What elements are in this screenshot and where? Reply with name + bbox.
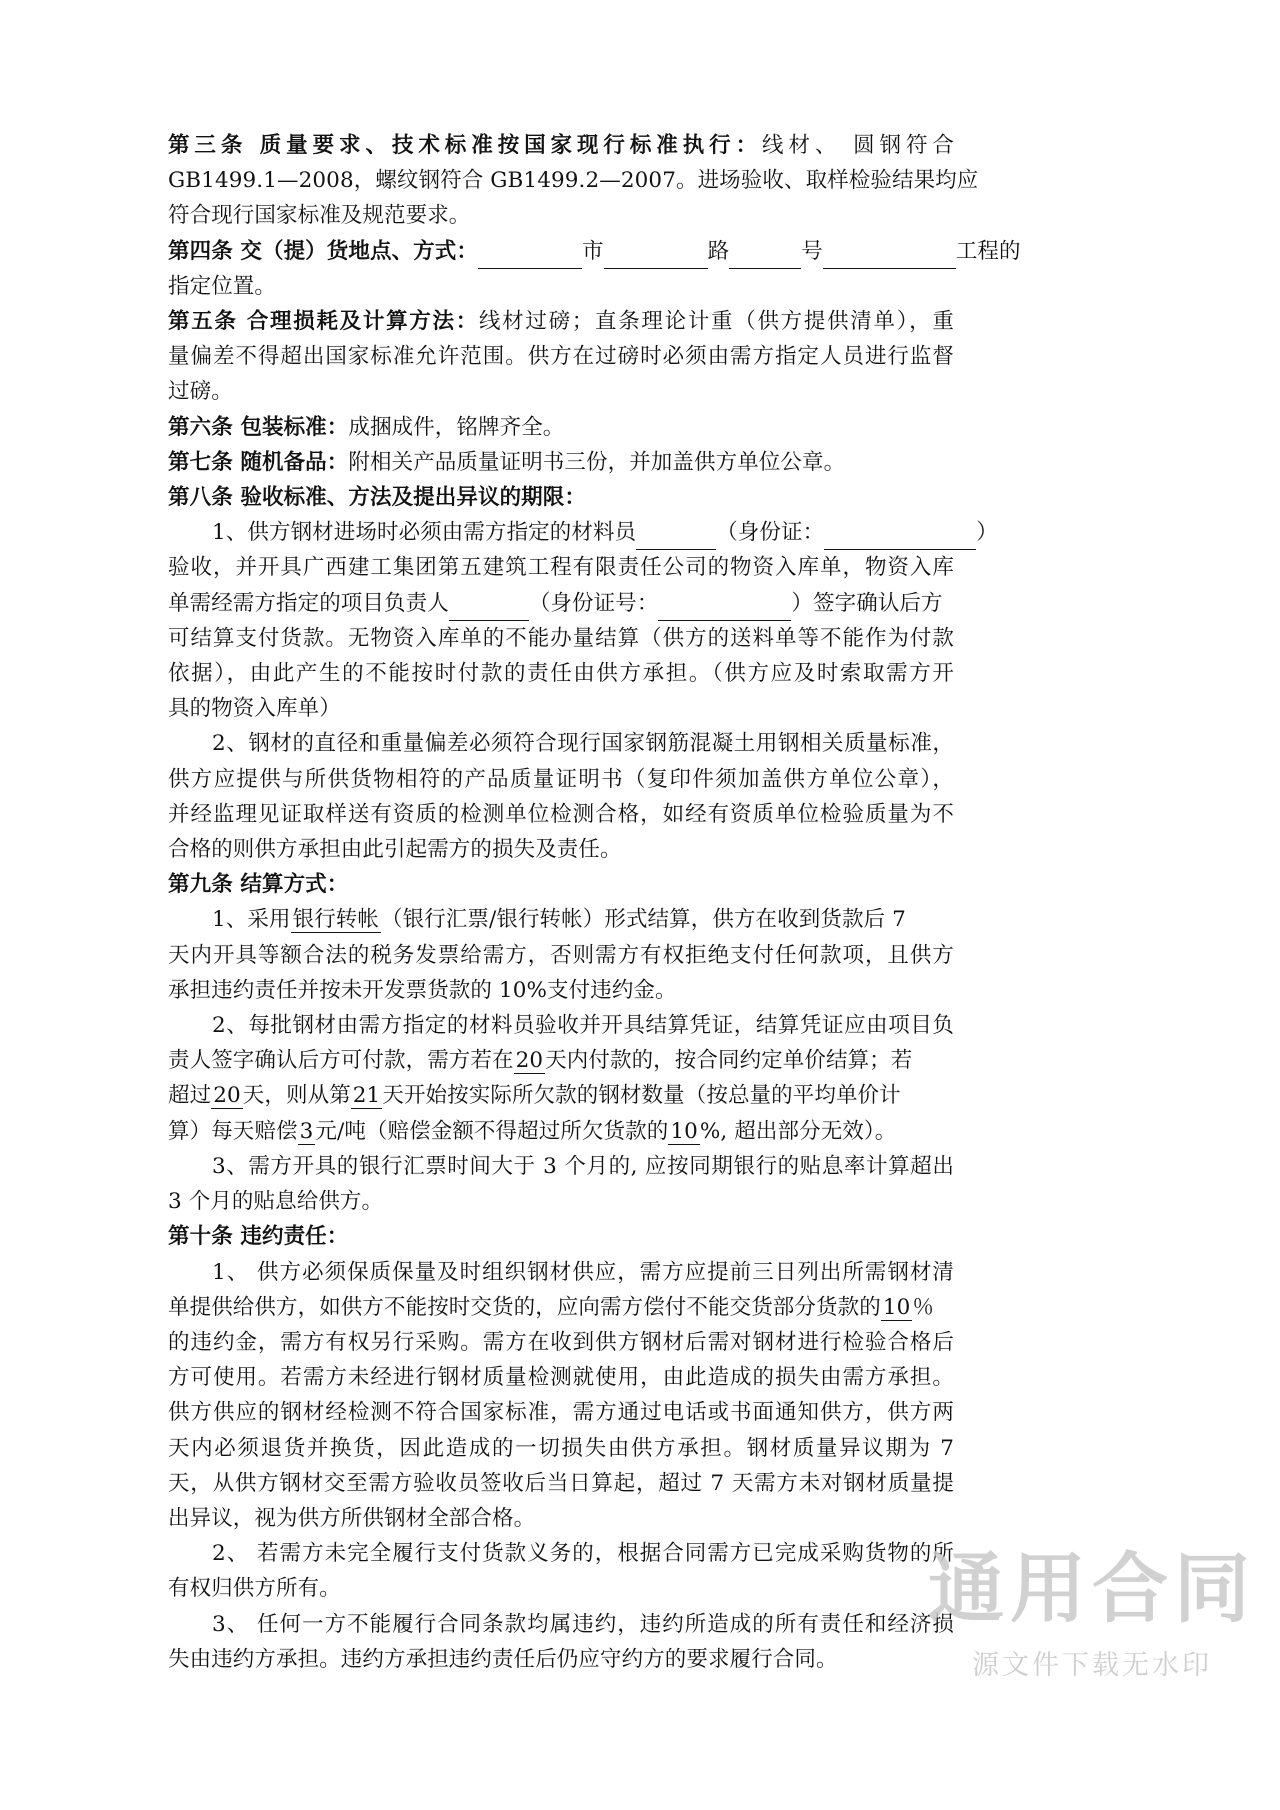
label-road: 路 <box>707 238 730 264</box>
article-10-p1-line-8: 出异议，视为供方所供钢材全部合格。 <box>168 1505 536 1531</box>
article-5 <box>168 304 954 410</box>
article-7-line-1-tail: 附相关产品质量证明书三份，并加盖供方单位公章。 <box>348 449 846 475</box>
watermark <box>928 1544 1256 1682</box>
blank-late-delivery-penalty-percent[interactable]: 10 <box>882 1294 911 1320</box>
article-9-p1-line-3: 承担违约责任并按未开发票货款的 10%支付违约金。 <box>168 977 677 1003</box>
article-10-p3-line-1: 3、 任何一方不能履行合同条款均属违约，违约所造成的所有责任和经济损 <box>212 1611 954 1637</box>
article-9-heading: 第九条 结算方式： <box>168 872 349 898</box>
article-10-p1-line-1: 1、 供方必须保质保量及时组织钢材供应，需方应提前三日列出所需钢材清 <box>212 1259 954 1285</box>
blank-project-manager-id[interactable] <box>658 595 791 621</box>
article-10-heading: 第十条 违约责任： <box>168 1224 349 1250</box>
article-8-p1-line-2: 验收，并开具广西建工集团第五建筑工程有限责任公司的物资入库单，物资入库 <box>168 555 954 581</box>
watermark-main-text: 通用合同 <box>928 1544 1256 1633</box>
article-8-p1-line-3-b: （身份证号： <box>528 590 659 616</box>
article-8-p1-line-3-c: ）签字确认后方 <box>791 590 943 616</box>
article-10-p1-line-2 <box>168 1290 954 1325</box>
article-5-line-1 <box>168 304 954 339</box>
article-5-line-3: 过磅。 <box>168 379 233 405</box>
article-8-p2-line-1: 2、钢材的直径和重量偏差必须符合现行国家钢筋混凝土用钢相关质量标准， <box>212 731 954 757</box>
article-5-heading: 第五条 合理损耗及计算方法： <box>168 309 479 335</box>
blank-compensation-cap-percent[interactable]: 10 <box>670 1118 698 1144</box>
label-project: 工程的 <box>955 238 1021 264</box>
article-7-line-1 <box>168 445 954 480</box>
blank-material-clerk[interactable] <box>636 524 716 550</box>
article-8-p2-line-2: 供方应提供与所供货物相符的产品质量证明书（复印件须加盖供方单位公章）， <box>168 766 954 792</box>
article-6-line-1-tail: 成捆成件，铭牌齐全。 <box>348 414 565 440</box>
blank-road[interactable] <box>604 243 708 269</box>
article-4 <box>168 234 1021 304</box>
article-8-p1-line-1 <box>168 515 998 550</box>
article-9-p2-line-2-b: 天内付款的，按合同约定单价结算；若 <box>545 1048 913 1074</box>
article-9-p1-line-2: 天内开具等额合法的税务发票给需方，否则需方有权拒绝支付任何款项，且供方 <box>168 942 954 968</box>
article-9-p2-line-3-a: 超过 <box>168 1083 212 1109</box>
article-10-p1-line-4: 方可使用。若需方未经进行钢材质量检测就使用，由此造成的损失由需方承担。 <box>168 1365 954 1391</box>
article-10-p1-line-6: 天内必须退货并换货，因此造成的一切损失由供方承担。钢材质量异议期为 7 <box>168 1435 954 1461</box>
article-8-p1-line-1-a: 1、供方钢材进场时必须由需方指定的材料员 <box>212 520 637 546</box>
article-9-p2-line-3 <box>168 1078 954 1113</box>
article-8-p1-line-5: 依据），由此产生的不能按时付款的责任由供方承担。（供方应及时索取需方开 <box>168 661 954 687</box>
article-8-p1-line-4: 可结算支付货款。无物资入库单的不能办量结算（供方的送料单等不能作为付款 <box>168 625 954 651</box>
article-9-p1-line-1 <box>168 902 954 937</box>
article-9-p1-line-1-b: （银行汇票/银行转帐）形式结算，供方在收到货款后 7 <box>381 907 906 933</box>
blank-overdue-days[interactable]: 20 <box>213 1083 241 1109</box>
article-5-line-1-tail: 线材过磅；直条理论计重（供方提供清单），重 <box>478 309 954 335</box>
article-3-line-1 <box>168 128 954 163</box>
article-9-p1-line-1-a: 1、采用 <box>212 907 291 933</box>
blank-daily-compensation[interactable]: 3 <box>299 1118 314 1144</box>
blank-penalty-start-day[interactable]: 21 <box>352 1083 381 1109</box>
article-9 <box>168 867 954 1219</box>
article-6 <box>168 410 954 445</box>
article-10-p2-line-1: 2、 若需方未完全履行支付货款义务的，根据合同需方已完成采购货物的所 <box>212 1541 954 1567</box>
article-10-p1-line-3: 的违约金，需方有权另行采购。需方在收到供方钢材后需对钢材进行检验合格后 <box>168 1329 954 1355</box>
article-9-p2-line-3-b: 天，则从第 <box>242 1083 351 1109</box>
article-8-p2-line-4: 合格的则供方承担由此引起需方的损失及责任。 <box>168 837 622 863</box>
article-10-p1-line-2-a: 单提供给供方，如供方不能按时交货的，应向需方偿付不能交货部分货款的 <box>168 1294 881 1320</box>
article-9-p2-line-2 <box>168 1043 954 1078</box>
blank-settlement-method[interactable]: 银行转帐 <box>292 907 379 933</box>
blank-payment-days[interactable]: 20 <box>515 1048 544 1074</box>
article-10-p3-line-2: 失由违约方承担。违约方承担违约责任后仍应守约方的要求履行合同。 <box>168 1646 838 1672</box>
article-3-heading: 第三条 质量要求、技术标准按国家现行标准执行： <box>168 133 763 158</box>
article-7-heading: 第七条 随机备品： <box>168 449 349 475</box>
article-4-line-2: 指定位置。 <box>168 273 277 299</box>
article-7 <box>168 445 954 480</box>
article-9-p3-line-2: 3 个月的贴息给供方。 <box>168 1189 384 1215</box>
article-10-p1-line-7: 天，从供方钢材交至需方验收员签收后当日算起，超过 7 天需方未对钢材质量提 <box>168 1470 954 1496</box>
label-city: 市 <box>582 238 604 264</box>
article-6-heading: 第六条 包装标准： <box>168 414 349 440</box>
article-8-heading: 第八条 验收标准、方法及提出异议的期限： <box>168 485 586 511</box>
article-3-line-1-tail: 线材、 圆钢符合 <box>762 133 954 158</box>
article-9-p3-line-1: 3、需方开具的银行汇票时间大于 3 个月的, 应按同期银行的贴息率计算超出 <box>212 1153 954 1179</box>
article-8-p1-line-3-a: 单需经需方指定的项目负责人 <box>168 590 449 616</box>
blank-city[interactable] <box>478 243 582 269</box>
article-10-p2-line-2: 有权归供方所有。 <box>168 1576 341 1602</box>
blank-project-manager[interactable] <box>449 595 529 621</box>
contract-page-body <box>168 128 1021 1677</box>
blank-material-clerk-id[interactable] <box>824 524 976 550</box>
article-10-p1-line-2-b: ％ <box>912 1294 934 1320</box>
article-9-p2-line-4-c: %, 超出部分无效）。 <box>699 1118 897 1144</box>
article-9-p2-line-4 <box>168 1114 954 1149</box>
article-9-p2-line-1: 2、每批钢材由需方指定的材料员验收并开具结算凭证，结算凭证应由项目负 <box>212 1013 954 1039</box>
article-9-p2-line-2-a: 责人签字确认后方可付款，需方若在 <box>168 1048 514 1074</box>
watermark-sub-text: 源文件下载无水印 <box>972 1650 1212 1681</box>
article-3-line-3: 符合现行国家标准及规范要求。 <box>168 203 471 229</box>
article-10 <box>168 1219 954 1677</box>
article-5-line-2: 量偏差不得超出国家标准允许范围。供方在过磅时必须由需方指定人员进行监督 <box>168 344 954 370</box>
blank-number[interactable] <box>729 243 801 269</box>
article-10-p1-line-5: 供方供应的钢材经检测不符合国家标准，需方通过电话或书面通知供方，供方两 <box>168 1400 954 1426</box>
article-8 <box>168 480 998 867</box>
article-8-p1-line-1-b: （身份证： <box>716 520 825 546</box>
article-6-line-1 <box>168 410 954 445</box>
article-4-heading: 第四条 交（提）货地点、方式： <box>168 238 478 264</box>
article-3 <box>168 128 979 234</box>
label-number: 号 <box>801 238 823 264</box>
article-9-p2-line-3-c: 天开始按实际所欠款的钢材数量（按总量的平均单价计 <box>382 1083 901 1109</box>
article-4-line-1 <box>168 234 1021 269</box>
blank-project[interactable] <box>823 243 956 269</box>
article-8-p1-line-1-c: ） <box>976 520 998 546</box>
article-8-p2-line-3: 并经监理见证取样送有资质的检测单位检测合格，如经有资质单位检验质量为不 <box>168 801 954 827</box>
article-9-p2-line-4-b: 元/吨（赔偿金额不得超过所欠货款的 <box>315 1118 669 1144</box>
article-8-p1-line-6: 具的物资入库单） <box>168 696 341 722</box>
article-3-line-2: GB1499.1—2008，螺纹钢符合 GB1499.2—2007。进场验收、取样检验结果均应 <box>168 168 979 194</box>
article-9-p2-line-4-a: 算）每天赔偿 <box>168 1118 298 1144</box>
article-8-p1-line-3 <box>168 586 954 621</box>
